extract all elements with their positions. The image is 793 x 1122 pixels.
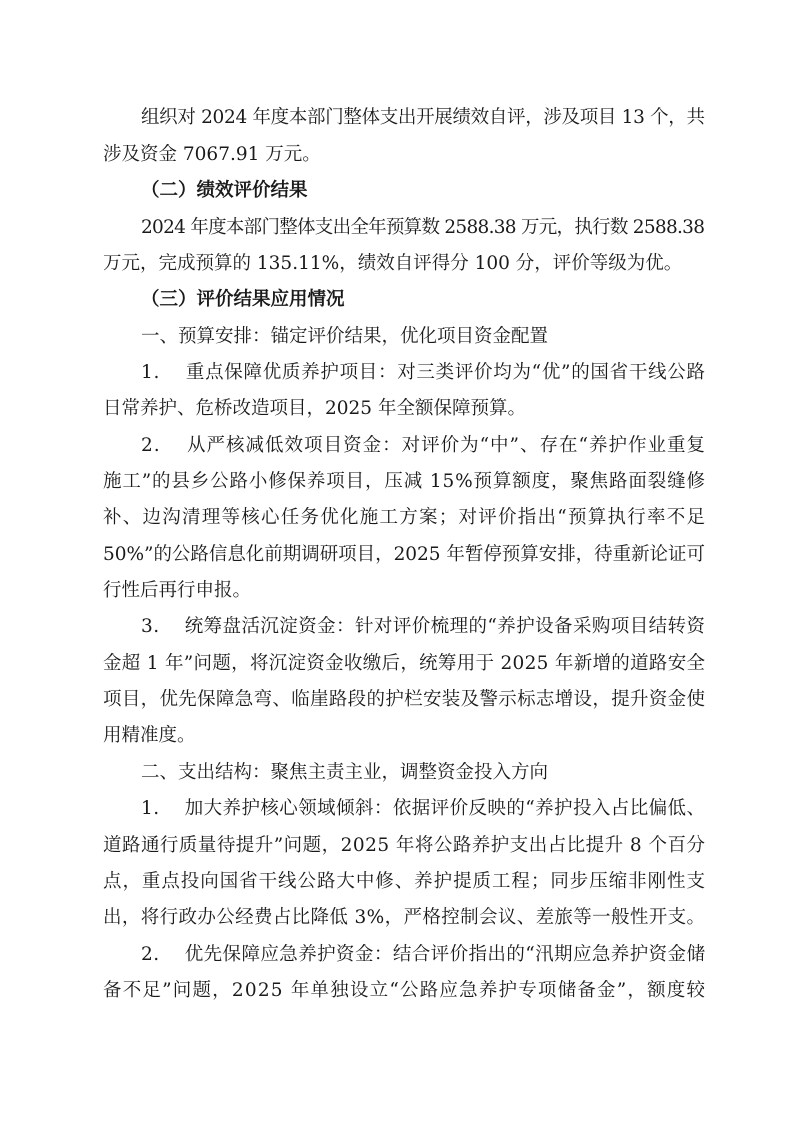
line-text: 万元，完成预算的 135.11%，绩效自评得分 100 分，评价等级为优。 — [103, 253, 683, 274]
section-heading — [141, 288, 705, 314]
line-text: 金超 1 年”问题，将沉淀资金收缴后，统筹用于 2025 年新增的道路安全 — [103, 653, 706, 674]
heading-text: （二）绩效评价结果 — [141, 180, 308, 201]
heading-text: 一、预算安排：锚定评价结果，优化项目资金配置 — [141, 326, 549, 347]
line-text: 用精准度。 — [103, 725, 196, 746]
section-heading — [141, 179, 705, 205]
line-text: 点，重点投向国省干线公路大中修、养护提质工程；同步压缩非刚性支 — [103, 871, 706, 892]
line-text: 涉及资金 7067.91 万元。 — [103, 144, 321, 165]
paragraph-line — [103, 870, 705, 896]
line-text: 道路通行质量待提升”问题，2025 年将公路养护支出占比提升 8 个百分 — [103, 835, 706, 856]
paragraph-line — [141, 943, 705, 969]
paragraph-line — [103, 506, 705, 532]
line-text: 日常养护、危桥改造项目，2025 年全额保障预算。 — [103, 398, 526, 419]
heading-text: （三）评价结果应用情况 — [141, 289, 345, 310]
paragraph-line — [103, 979, 705, 1005]
line-text: 2024 年度本部门整体支出全年预算数 2588.38 万元，执行数 2588.38 — [141, 217, 705, 238]
line-text: 1. 重点保障优质养护项目：对三类评价均为“优”的国省干线公路 — [141, 362, 706, 383]
line-text: 2. 优先保障应急养护资金：结合评价指出的“汛期应急养护资金储 — [141, 944, 706, 965]
paragraph-line — [103, 397, 705, 423]
paragraph-line — [103, 834, 705, 860]
line-text: 出，将行政办公经费占比降低 3%，严格控制会议、差旅等一般性开支。 — [103, 907, 706, 928]
paragraph-line — [103, 252, 705, 278]
line-text: 组织对 2024 年度本部门整体支出开展绩效自评，涉及项目 13 个，共 — [141, 107, 705, 128]
heading-text: 二、支出结构：聚焦主责主业，调整资金投入方向 — [141, 762, 549, 783]
line-text: 项目，优先保障急弯、临崖路段的护栏安装及警示标志增设，提升资金使 — [103, 689, 706, 710]
paragraph-line — [103, 906, 705, 932]
paragraph-line — [141, 216, 705, 242]
paragraph-line — [141, 434, 705, 460]
paragraph-line — [141, 615, 705, 641]
line-text: 补、边沟清理等核心任务优化施工方案；对评价指出“预算执行率不足 — [103, 507, 707, 528]
paragraph-line — [103, 688, 705, 714]
line-text: 50%”的公路信息化前期调研项目，2025 年暂停预算安排，待重新论证可 — [103, 544, 705, 565]
subsection-heading — [141, 325, 705, 351]
line-text: 备不足”问题，2025 年单独设立“公路应急养护专项储备金”，额度较 — [103, 980, 707, 1001]
paragraph-line — [103, 143, 705, 169]
paragraph-line — [141, 797, 705, 823]
paragraph-line — [103, 579, 705, 605]
paragraph-line — [103, 543, 705, 569]
paragraph-line — [103, 724, 705, 750]
paragraph-line — [141, 106, 705, 132]
subsection-heading — [141, 761, 705, 787]
line-text: 施工”的县乡公路小修保养项目，压减 15%预算额度，聚焦路面裂缝修 — [103, 471, 706, 492]
paragraph-line — [103, 652, 705, 678]
line-text: 1. 加大养护核心领域倾斜：依据评价反映的“养护投入占比偏低、 — [141, 798, 706, 819]
paragraph-line — [141, 361, 705, 387]
line-text: 3. 统筹盘活沉淀资金：针对评价梳理的“养护设备采购项目结转资 — [141, 616, 706, 637]
line-text: 行性后再行申报。 — [103, 580, 252, 601]
line-text: 2. 从严核减低效项目资金：对评价为“中”、存在“养护作业重复 — [141, 435, 707, 456]
paragraph-line — [103, 470, 705, 496]
